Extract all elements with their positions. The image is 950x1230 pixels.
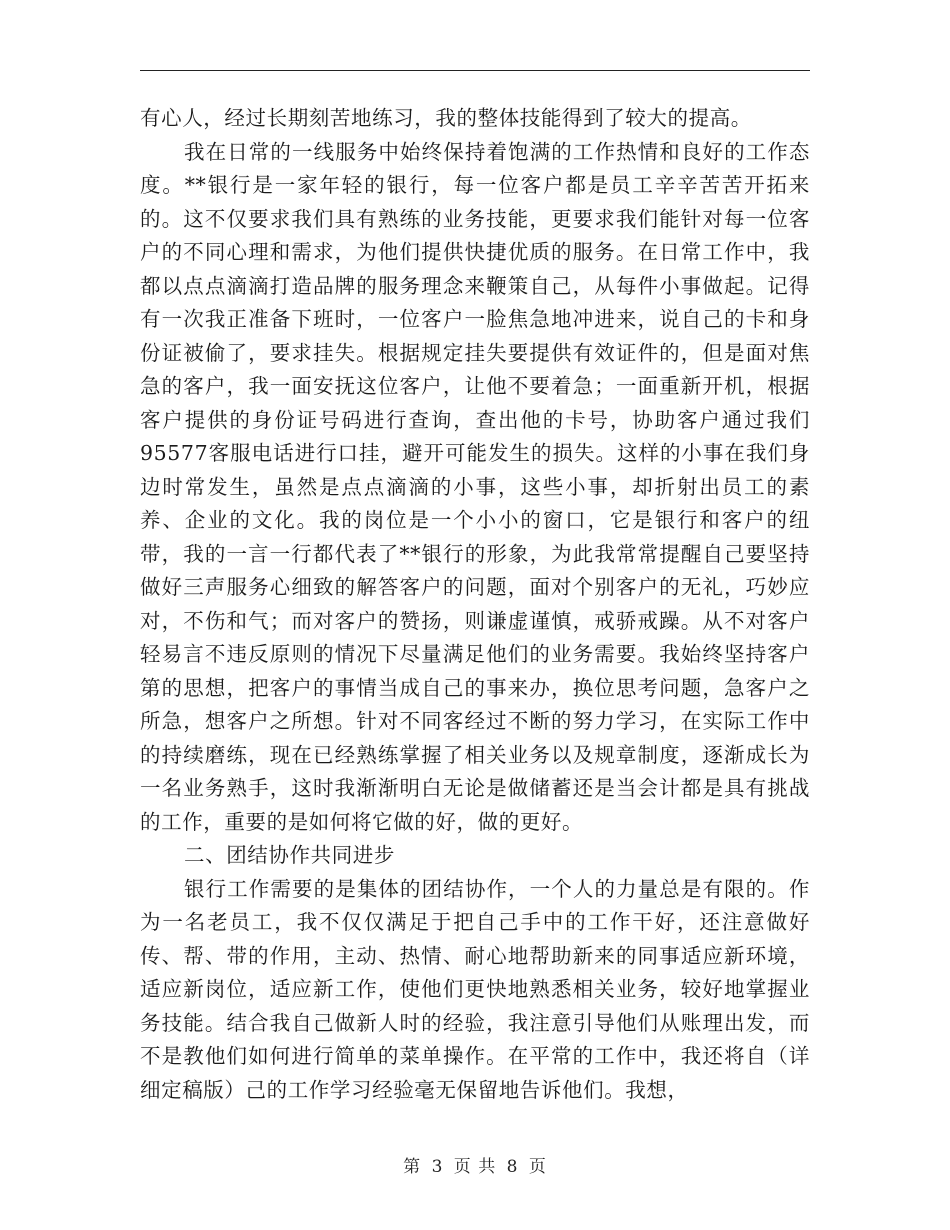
footer-prefix: 第 [403, 1157, 422, 1177]
footer-middle: 页 共 [453, 1157, 497, 1177]
footer-page-number: 3 [431, 1157, 444, 1177]
header-rule [140, 70, 810, 71]
paragraph-teamwork: 银行工作需要的是集体的团结协作，一个人的力量总是有限的。作为一名老员工，我不仅仅满足于把自己手中的工作干好，还注意做好传、帮、带的作用，主动、热情、耐心地帮助新来的同事适应新环境，适应新岗位，适应新工作，使他们更快地熟悉相关业务，较好地掌握业务技能。结合我自己做新人时的经验，我注意引导他们从账理出发，而不是教他们如何进行简单的菜单操作。在平常的工作中，我还将自（详细定稿版）己的工作学习经验毫无保留地告诉他们。我想， [140, 876, 810, 1102]
page-footer [0, 1152, 950, 1177]
paragraph-continuation: 有心人，经过长期刻苦地练习，我的整体技能得到了较大的提高。 [140, 106, 752, 130]
section-heading-teamwork: 二、团结协作共同进步 [184, 843, 395, 867]
footer-total-pages: 8 [506, 1157, 519, 1177]
footer-suffix: 页 [528, 1157, 547, 1177]
document-body [140, 102, 810, 1107]
paragraph-service-attitude: 我在日常的一线服务中始终保持着饱满的工作热情和良好的工作态度。**银行是一家年轻的银行，每一位客户都是员工辛辛苦苦开拓来的。这不仅要求我们具有熟练的业务技能，更要求我们能针对每一位客户的不同心理和需求，为他们提供快捷优质的服务。在日常工作中，我都以点点滴滴打造品牌的服务理念来鞭策自己，从每件小事做起。记得有一次我正准备下班时，一位客户一脸焦急地冲进来，说自己的卡和身份证被偷了，要求挂失。根据规定挂失要提供有效证件的，但是面对焦急的客户，我一面安抚这位客户，让他不要着急；一面重新开机，根据客户提供的身份证号码进行查询，查出他的卡号，协助客户通过我们95577客服电话进行口挂，避开可能发生的损失。这样的小事在我们身边时常发生，虽然是点点滴滴的小事，这些小事，却折射出员工的素养、企业的文化。我的岗位是一个小小的窗口，它是银行和客户的纽带，我的一言一行都代表了**银行的形象，为此我常常提醒自己要坚持做好三声服务心细致的解答客户的问题，面对个别客户的无礼，巧妙应对，不伤和气；而对客户的赞扬，则谦虚谨慎，戒骄戒躁。从不对客户轻易言不违反原则的情况下尽量满足他们的业务需要。我始终坚持客户第的思想，把客户的事情当成自己的事来办，换位思考问题，急客户之所急，想客户之所想。针对不同客经过不断的努力学习，在实际工作中的持续磨练，现在已经熟练掌握了相关业务以及规章制度，逐渐成长为一名业务熟手，这时我渐渐明白无论是做储蓄还是当会计都是具有挑战的工作，重要的是如何将它做的好，做的更好。 [140, 139, 810, 834]
